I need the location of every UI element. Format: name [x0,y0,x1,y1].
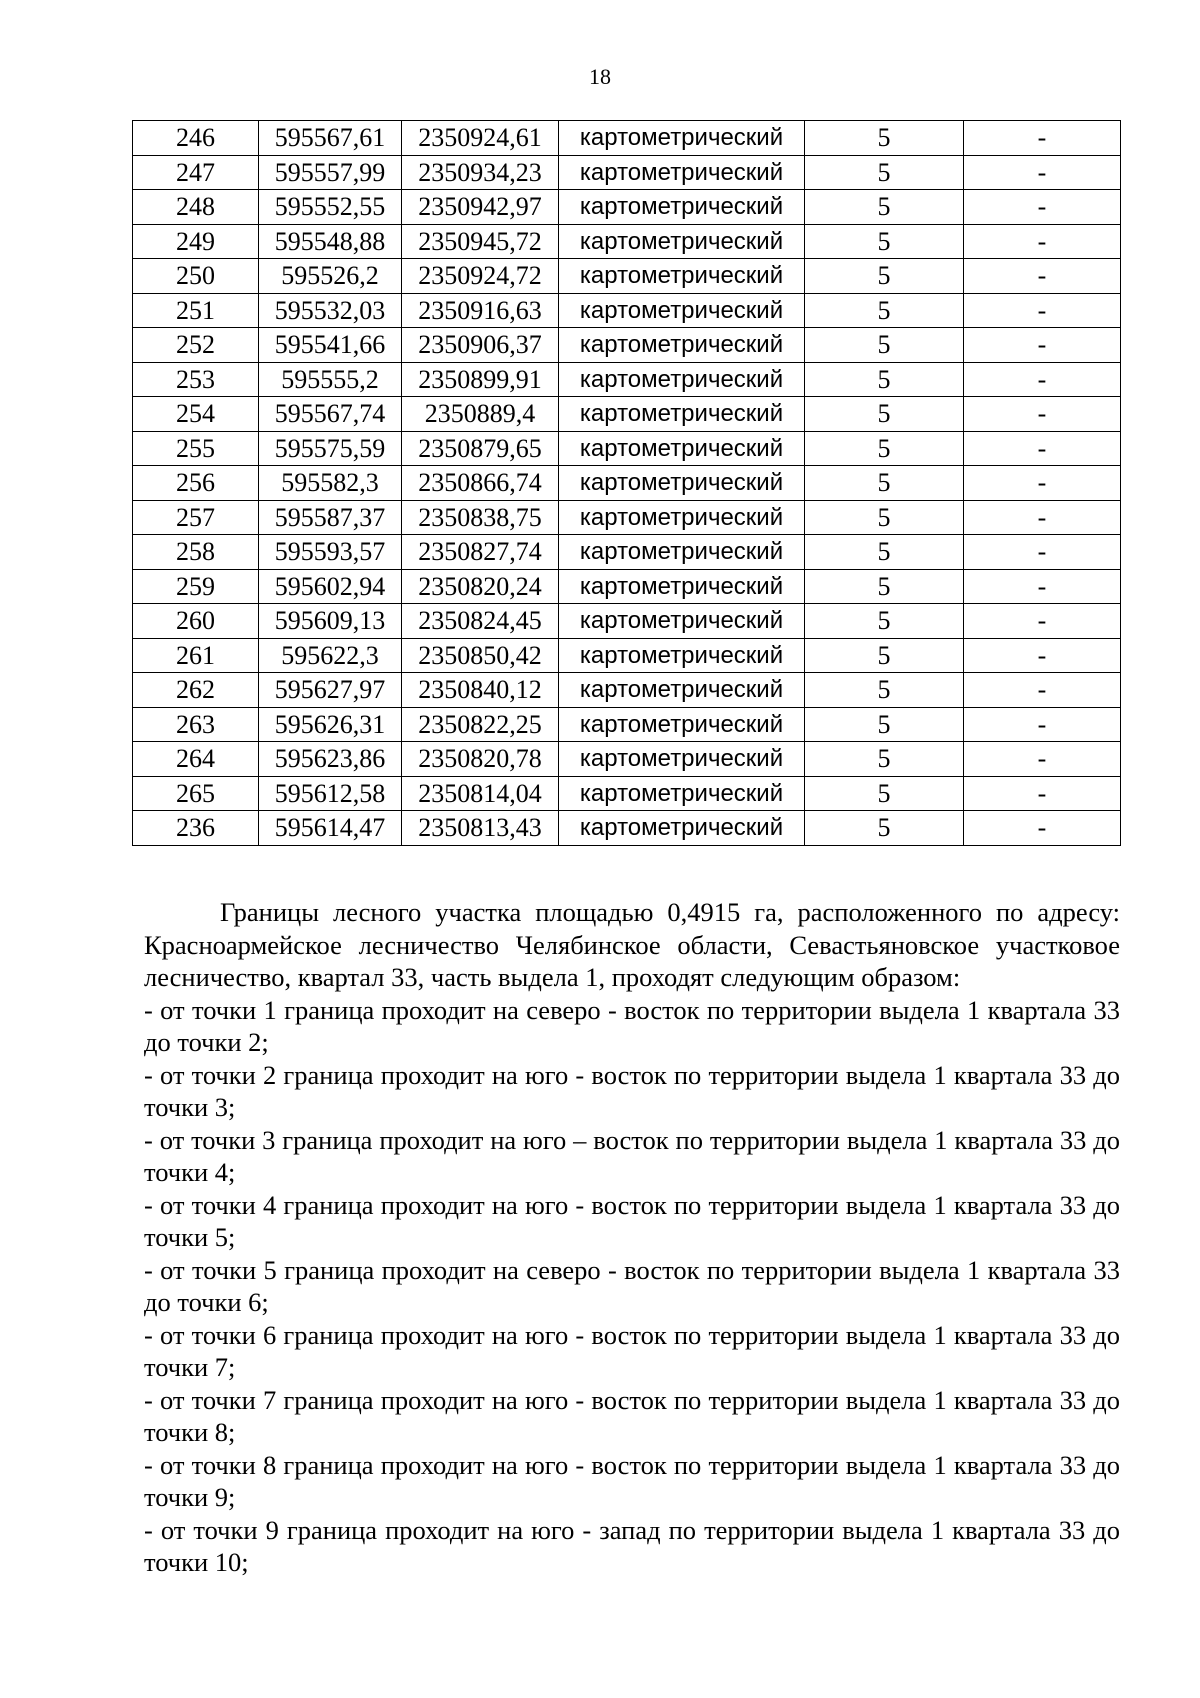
method-cell: картометрический [559,707,805,742]
table-row [133,155,1121,190]
table-row [133,466,1121,501]
method-cell: картометрический [559,362,805,397]
x-coordinate-cell: 595567,74 [259,397,402,432]
accuracy-cell: 5 [805,397,964,432]
x-coordinate-cell: 595609,13 [259,604,402,639]
x-coordinate-cell: 595575,59 [259,431,402,466]
table-row [133,776,1121,811]
y-coordinate-cell: 2350889,4 [402,397,559,432]
accuracy-cell: 5 [805,224,964,259]
x-coordinate-cell: 595622,3 [259,638,402,673]
note-cell: - [964,811,1121,846]
point-number-cell: 263 [133,707,259,742]
accuracy-cell: 5 [805,190,964,225]
y-coordinate-cell: 2350916,63 [402,293,559,328]
y-coordinate-cell: 2350924,61 [402,121,559,156]
table-row [133,638,1121,673]
note-cell: - [964,190,1121,225]
table-row [133,742,1121,777]
boundary-steps-list [144,994,1120,1579]
table-row [133,707,1121,742]
point-number-cell: 236 [133,811,259,846]
x-coordinate-cell: 595532,03 [259,293,402,328]
boundary-step: - от точки 4 граница проходит на юго - восток по территории выдела 1 квартала 33 до точки 5; [144,1189,1120,1252]
accuracy-cell: 5 [805,362,964,397]
point-number-cell: 252 [133,328,259,363]
note-cell: - [964,673,1121,708]
boundary-step: - от точки 7 граница проходит на юго - восток по территории выдела 1 квартала 33 до точки 8; [144,1384,1120,1447]
y-coordinate-cell: 2350906,37 [402,328,559,363]
x-coordinate-cell: 595602,94 [259,569,402,604]
boundary-step: - от точки 9 граница проходит на юго - запад по территории выдела 1 квартала 33 до точки 10; [144,1514,1120,1577]
note-cell: - [964,500,1121,535]
note-cell: - [964,466,1121,501]
method-cell: картометрический [559,638,805,673]
accuracy-cell: 5 [805,328,964,363]
accuracy-cell: 5 [805,604,964,639]
accuracy-cell: 5 [805,742,964,777]
method-cell: картометрический [559,224,805,259]
table-row [133,500,1121,535]
point-number-cell: 253 [133,362,259,397]
x-coordinate-cell: 595626,31 [259,707,402,742]
method-cell: картометрический [559,190,805,225]
boundary-step: - от точки 2 граница проходит на юго - восток по территории выдела 1 квартала 33 до точки 3; [144,1059,1120,1122]
table-row [133,190,1121,225]
boundary-step: - от точки 6 граница проходит на юго - восток по территории выдела 1 квартала 33 до точки 7; [144,1319,1120,1382]
table-row [133,604,1121,639]
x-coordinate-cell: 595555,2 [259,362,402,397]
note-cell: - [964,155,1121,190]
note-cell: - [964,121,1121,156]
method-cell: картометрический [559,293,805,328]
point-number-cell: 247 [133,155,259,190]
note-cell: - [964,742,1121,777]
table-row [133,535,1121,570]
accuracy-cell: 5 [805,500,964,535]
note-cell: - [964,224,1121,259]
x-coordinate-cell: 595587,37 [259,500,402,535]
x-coordinate-cell: 595552,55 [259,190,402,225]
table-row [133,224,1121,259]
point-number-cell: 254 [133,397,259,432]
accuracy-cell: 5 [805,431,964,466]
method-cell: картометрический [559,569,805,604]
method-cell: картометрический [559,121,805,156]
coordinates-table-body [133,121,1121,846]
point-number-cell: 249 [133,224,259,259]
note-cell: - [964,293,1121,328]
point-number-cell: 257 [133,500,259,535]
accuracy-cell: 5 [805,776,964,811]
y-coordinate-cell: 2350840,12 [402,673,559,708]
x-coordinate-cell: 595614,47 [259,811,402,846]
point-number-cell: 258 [133,535,259,570]
y-coordinate-cell: 2350820,78 [402,742,559,777]
note-cell: - [964,397,1121,432]
x-coordinate-cell: 595557,99 [259,155,402,190]
point-number-cell: 260 [133,604,259,639]
note-cell: - [964,328,1121,363]
table-row [133,569,1121,604]
note-cell: - [964,431,1121,466]
table-row [133,362,1121,397]
accuracy-cell: 5 [805,155,964,190]
y-coordinate-cell: 2350942,97 [402,190,559,225]
accuracy-cell: 5 [805,259,964,294]
x-coordinate-cell: 595541,66 [259,328,402,363]
boundary-step: - от точки 8 граница проходит на юго - восток по территории выдела 1 квартала 33 до точки 9; [144,1449,1120,1512]
accuracy-cell: 5 [805,569,964,604]
point-number-cell: 250 [133,259,259,294]
x-coordinate-cell: 595548,88 [259,224,402,259]
coordinates-table [132,120,1121,846]
point-number-cell: 256 [133,466,259,501]
note-cell: - [964,569,1121,604]
boundary-step: - от точки 5 граница проходит на северо - восток по территории выдела 1 квартала 33 до точки 6; [144,1254,1120,1317]
accuracy-cell: 5 [805,673,964,708]
note-cell: - [964,707,1121,742]
accuracy-cell: 5 [805,638,964,673]
accuracy-cell: 5 [805,293,964,328]
point-number-cell: 255 [133,431,259,466]
y-coordinate-cell: 2350866,74 [402,466,559,501]
table-row [133,397,1121,432]
x-coordinate-cell: 595612,58 [259,776,402,811]
accuracy-cell: 5 [805,707,964,742]
y-coordinate-cell: 2350813,43 [402,811,559,846]
y-coordinate-cell: 2350820,24 [402,569,559,604]
point-number-cell: 248 [133,190,259,225]
point-number-cell: 262 [133,673,259,708]
y-coordinate-cell: 2350945,72 [402,224,559,259]
point-number-cell: 261 [133,638,259,673]
table-row [133,431,1121,466]
y-coordinate-cell: 2350879,65 [402,431,559,466]
method-cell: картометрический [559,500,805,535]
x-coordinate-cell: 595623,86 [259,742,402,777]
note-cell: - [964,604,1121,639]
y-coordinate-cell: 2350827,74 [402,535,559,570]
method-cell: картометрический [559,466,805,501]
intro-paragraph: Границы лесного участка площадью 0,4915 га, расположенного по адресу: Красноармейское лесничество Челябинское области, Севастьяновское участковое лесничество, квартал 33, часть выдела 1, проходят следующим образом: [144,897,1120,992]
table-row [133,673,1121,708]
accuracy-cell: 5 [805,121,964,156]
table-row [133,328,1121,363]
point-number-cell: 265 [133,776,259,811]
page-number: 18 [589,64,611,89]
point-number-cell: 251 [133,293,259,328]
y-coordinate-cell: 2350924,72 [402,259,559,294]
accuracy-cell: 5 [805,535,964,570]
accuracy-cell: 5 [805,466,964,501]
table-row [133,811,1121,846]
note-cell: - [964,638,1121,673]
method-cell: картометрический [559,604,805,639]
boundary-description [144,896,1120,1579]
x-coordinate-cell: 595582,3 [259,466,402,501]
y-coordinate-cell: 2350850,42 [402,638,559,673]
method-cell: картометрический [559,673,805,708]
table-row [133,259,1121,294]
method-cell: картометрический [559,431,805,466]
note-cell: - [964,776,1121,811]
method-cell: картометрический [559,811,805,846]
y-coordinate-cell: 2350824,45 [402,604,559,639]
boundary-step: - от точки 3 граница проходит на юго – восток по территории выдела 1 квартала 33 до точки 4; [144,1124,1120,1187]
table-row [133,121,1121,156]
method-cell: картометрический [559,259,805,294]
y-coordinate-cell: 2350822,25 [402,707,559,742]
point-number-cell: 264 [133,742,259,777]
x-coordinate-cell: 595627,97 [259,673,402,708]
method-cell: картометрический [559,742,805,777]
note-cell: - [964,259,1121,294]
accuracy-cell: 5 [805,811,964,846]
point-number-cell: 259 [133,569,259,604]
point-number-cell: 246 [133,121,259,156]
y-coordinate-cell: 2350838,75 [402,500,559,535]
method-cell: картометрический [559,776,805,811]
y-coordinate-cell: 2350934,23 [402,155,559,190]
note-cell: - [964,362,1121,397]
y-coordinate-cell: 2350899,91 [402,362,559,397]
x-coordinate-cell: 595593,57 [259,535,402,570]
y-coordinate-cell: 2350814,04 [402,776,559,811]
method-cell: картометрический [559,155,805,190]
boundary-step: - от точки 1 граница проходит на северо - восток по территории выдела 1 квартала 33 до точки 2; [144,994,1120,1057]
method-cell: картометрический [559,397,805,432]
x-coordinate-cell: 595567,61 [259,121,402,156]
x-coordinate-cell: 595526,2 [259,259,402,294]
table-row [133,293,1121,328]
method-cell: картометрический [559,328,805,363]
note-cell: - [964,535,1121,570]
method-cell: картометрический [559,535,805,570]
